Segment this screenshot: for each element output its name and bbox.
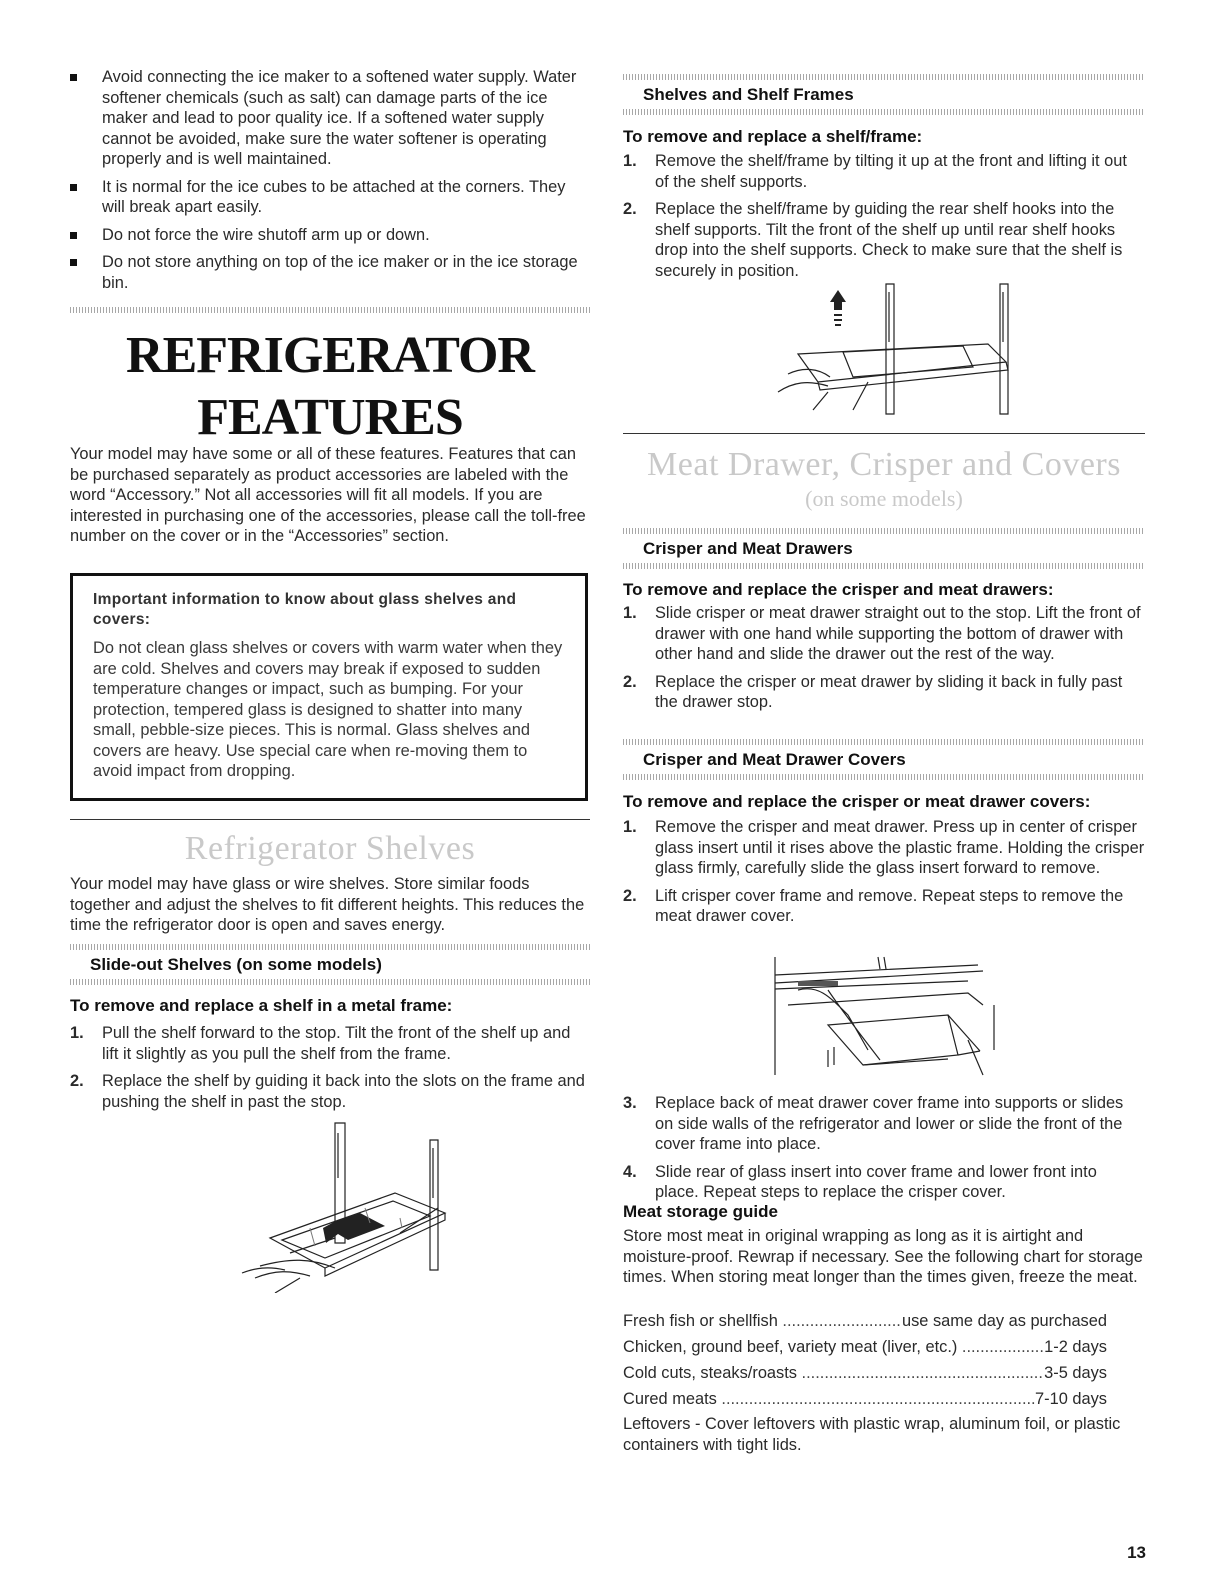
bullet-item: Avoid connecting the ice maker to a softened water supply. Water softener chemicals (such as salt) can damage parts of the ice maker and lead to poor quality ice. If a softened water supply cannot be avoided, make sure the water softener is operating properly and is well maintained. bbox=[70, 67, 590, 170]
divider bbox=[70, 944, 590, 950]
table-row: Cold cuts, steaks/roasts ..... 3-5 days bbox=[623, 1360, 1107, 1386]
metal-frame-steps bbox=[70, 1023, 590, 1119]
bullet-item: Do not store anything on top of the ice maker or in the ice storage bin. bbox=[70, 252, 590, 293]
table-row: Chicken, ground beef, variety meat (liver, etc.) ..... 1-2 days bbox=[623, 1334, 1107, 1360]
box-body: Do not clean glass shelves or covers with warm water when they are cold. Shelves and covers may break if exposed to sudden temperature changes or impact, such as bumping. For your protection, tempered glass is designed to shatter into many small, pebble-size pieces. This is normal. Glass shelves and covers are heavy. Use special care when re-moving them to avoid impact from dropping. bbox=[93, 639, 563, 780]
step-item: 1. Slide crisper or meat drawer straight out to the stop. Lift the front of drawer with one hand while supporting the bottom of drawer with other hand and slide the drawer out the rest of the way. bbox=[623, 604, 1141, 663]
step-item: 3. Replace back of meat drawer cover frame into supports or slides on side walls of the refrigerator and lower or slide the front of the cover frame into place. bbox=[623, 1094, 1124, 1153]
step-item: 2. Replace the shelf by guiding it back into the slots on the frame and pushing the shelf in past the stop. bbox=[70, 1072, 585, 1111]
page-title: REFRIGERATOR FEATURES bbox=[126, 327, 534, 446]
step-item: 1. Remove the shelf/frame by tilting it up at the front and lifting it out of the shelf supports. bbox=[623, 152, 1127, 191]
shelves-intro: Your model may have glass or wire shelves. Store similar foods together and adjust the shelves to fit different heights. This reduces the time the refrigerator door is open and saves energy. bbox=[70, 875, 585, 934]
page-number: 13 bbox=[1127, 1543, 1146, 1562]
shelf-frames-heading-bar bbox=[623, 74, 1145, 115]
divider bbox=[70, 979, 590, 985]
shelf-frame-steps bbox=[623, 151, 1145, 288]
ice-maker-bullets bbox=[70, 67, 590, 300]
covers-proc-title: To remove and replace the crisper or meat drawer covers: bbox=[623, 792, 1091, 811]
drawers-heading: Crisper and Meat Drawers bbox=[643, 539, 853, 558]
covers-steps-a bbox=[623, 817, 1145, 934]
section-rule bbox=[623, 433, 1145, 434]
drawers-steps bbox=[623, 603, 1145, 720]
slide-out-shelf-illustration bbox=[230, 1118, 530, 1293]
divider bbox=[623, 74, 1145, 80]
bullet-square-icon bbox=[70, 232, 77, 239]
section-subtitle-meat-drawer: (on some models) bbox=[805, 486, 963, 511]
table-row: Cured meats ..... 7-10 days bbox=[623, 1386, 1107, 1412]
divider bbox=[623, 109, 1145, 115]
meat-guide-heading: Meat storage guide bbox=[623, 1202, 778, 1221]
drawers-heading-bar bbox=[623, 528, 1145, 569]
shelf-frame-proc-title: To remove and replace a shelf/frame: bbox=[623, 127, 923, 146]
covers-steps-b bbox=[623, 1093, 1145, 1210]
shelf-frame-illustration bbox=[758, 282, 1028, 422]
box-title: Important information to know about glass shelves and covers: bbox=[93, 591, 517, 628]
divider bbox=[70, 307, 590, 313]
intro-paragraph: Your model may have some or all of these features. Features that can be purchased separately as product accessories are labeled with the word “Accessory.” Not all accessories will fit all models. If you are interested in purchasing one of the accessories, please call the toll-free number on the cover or in the “Accessories” section. bbox=[70, 445, 586, 545]
bullet-square-icon bbox=[70, 184, 77, 191]
step-item: 1. Pull the shelf forward to the stop. Tilt the front of the shelf up and lift it slightly as you pull the shelf from the frame. bbox=[70, 1024, 571, 1063]
covers-heading-bar bbox=[623, 739, 1145, 780]
meat-storage-table bbox=[623, 1308, 1107, 1412]
divider bbox=[623, 528, 1145, 534]
section-title-shelves: Refrigerator Shelves bbox=[184, 830, 476, 867]
bullet-square-icon bbox=[70, 74, 77, 81]
step-item: 1. Remove the crisper and meat drawer. Press up in center of crisper glass insert until it rises above the plastic frame. Holding the crisper glass firmly, carefully slide the glass insert forward to remove. bbox=[623, 818, 1145, 877]
metal-frame-title: To remove and replace a shelf in a metal frame: bbox=[70, 996, 453, 1015]
step-item: 2. Replace the shelf/frame by guiding the rear shelf hooks into the shelf supports. Tilt the front of the shelf up until rear shelf hooks drop into the shelf supports. Check to make sure that the shelf is securely in position. bbox=[623, 200, 1123, 280]
divider bbox=[623, 739, 1145, 745]
shelf-frames-heading: Shelves and Shelf Frames bbox=[643, 85, 854, 104]
divider bbox=[623, 563, 1145, 569]
slideout-heading: Slide-out Shelves (on some models) bbox=[90, 955, 382, 974]
glass-warning-box bbox=[70, 573, 588, 801]
drawer-cover-illustration bbox=[768, 955, 1008, 1080]
bullet-item: It is normal for the ice cubes to be attached at the corners. They will break apart easily. bbox=[70, 177, 590, 218]
step-item: 2. Replace the crisper or meat drawer by sliding it back in fully past the drawer stop. bbox=[623, 672, 1123, 711]
step-item: 2. Lift crisper cover frame and remove. Repeat steps to remove the meat drawer cover. bbox=[623, 886, 1124, 925]
step-item: 4. Slide rear of glass insert into cover frame and lower front into place. Repeat steps to replace the crisper cover. bbox=[623, 1162, 1097, 1201]
meat-guide-intro: Store most meat in original wrapping as long as it is airtight and moisture-proof. Rewrap if necessary. See the following chart for storage times. When storing meat longer than the times given, freeze the meat. bbox=[623, 1227, 1143, 1286]
drawers-proc-title: To remove and replace the crisper and meat drawers: bbox=[623, 580, 1054, 599]
section-title-meat-drawer: Meat Drawer, Crisper and Covers bbox=[647, 446, 1121, 483]
bullet-square-icon bbox=[70, 259, 77, 266]
bullet-item: Do not force the wire shutoff arm up or down. bbox=[70, 225, 590, 246]
covers-heading: Crisper and Meat Drawer Covers bbox=[643, 750, 906, 769]
divider bbox=[623, 774, 1145, 780]
table-row: Fresh fish or shellfish ..... use same day as purchased bbox=[623, 1308, 1107, 1334]
slideout-heading-bar bbox=[70, 944, 590, 985]
section-rule bbox=[70, 819, 590, 820]
leftovers-note: Leftovers - Cover leftovers with plastic wrap, aluminum foil, or plastic containers with tight lids. bbox=[623, 1415, 1121, 1454]
